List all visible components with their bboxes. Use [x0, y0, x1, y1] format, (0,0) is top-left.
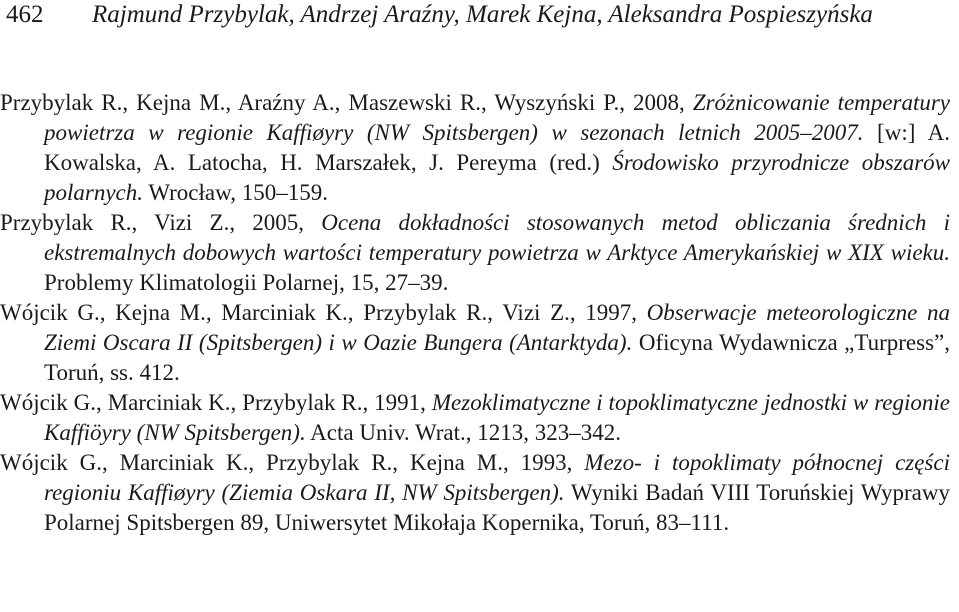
reference-title: Mezo- i topoklimaty północnej części regioniu Kaffiøyry (Ziemia Oskara II, NW Spitsbergen).: [44, 450, 950, 505]
reference-entry: [0, 388, 950, 448]
reference-book-title: Środowisko przyrodnicze obszarów polarnych.: [44, 150, 950, 205]
reference-entry: [0, 298, 950, 388]
reference-authors: Przybylak R., Vizi Z., 2005,: [0, 210, 322, 235]
reference-authors: Przybylak R., Kejna M., Araźny A., Maszewski R., Wyszyński P., 2008,: [0, 90, 693, 115]
reference-source: Wyniki Badań VIII Toruńskiej Wyprawy Polarnej Spitsbergen 89, Uniwersytet Mikołaja Kopernika, Toruń, 83–111.: [44, 480, 950, 535]
page-number: 462: [6, 1, 44, 28]
reference-source: Oficyna Wydawnicza „Turpress”, Toruń, ss. 412.: [44, 330, 950, 385]
reference-title: Mezoklimatyczne i topoklimatyczne jednostki w regionie Kaffiöyry (NW Spitsbergen).: [44, 390, 951, 445]
reference-entry: [0, 88, 950, 208]
running-header: [6, 0, 956, 34]
reference-source: Wrocław, 150–159.: [143, 180, 328, 205]
reference-title: Ocena dokładności stosowanych metod obliczania średnich i ekstremalnych dobowych wartości temperatury powietrza w Arktyce Amerykańskiej w XIX wieku.: [44, 210, 951, 265]
reference-source: Problemy Klimatologii Polarnej, 15, 27–39.: [44, 270, 449, 295]
reference-entry: [0, 448, 950, 538]
reference-authors: Wójcik G., Marciniak K., Przybylak R., 1991,: [0, 390, 432, 415]
reference-editors: [w:] A. Kowalska, A. Latocha, H. Marszałek, J. Pereyma (red.): [44, 120, 950, 175]
reference-authors: Wójcik G., Kejna M., Marciniak K., Przybylak R., Vizi Z., 1997,: [0, 300, 647, 325]
reference-title: Zróżnicowanie temperatury powietrza w regionie Kaffiøyry (NW Spitsbergen) w sezonach letnich 2005–2007.: [44, 90, 950, 145]
reference-source: Acta Univ. Wrat., 1213, 323–342.: [305, 420, 621, 445]
reference-authors: Wójcik G., Marciniak K., Przybylak R., Kejna M., 1993,: [0, 450, 585, 475]
reference-list: [0, 88, 950, 538]
running-header-authors: Rajmund Przybylak, Andrzej Araźny, Marek Kejna, Aleksandra Pospieszyńska: [92, 1, 873, 28]
reference-entry: [0, 208, 950, 298]
reference-title: Obserwacje meteorologiczne na Ziemi Oscara II (Spitsbergen) i w Oazie Bungera (Antarktyda).: [44, 300, 951, 355]
